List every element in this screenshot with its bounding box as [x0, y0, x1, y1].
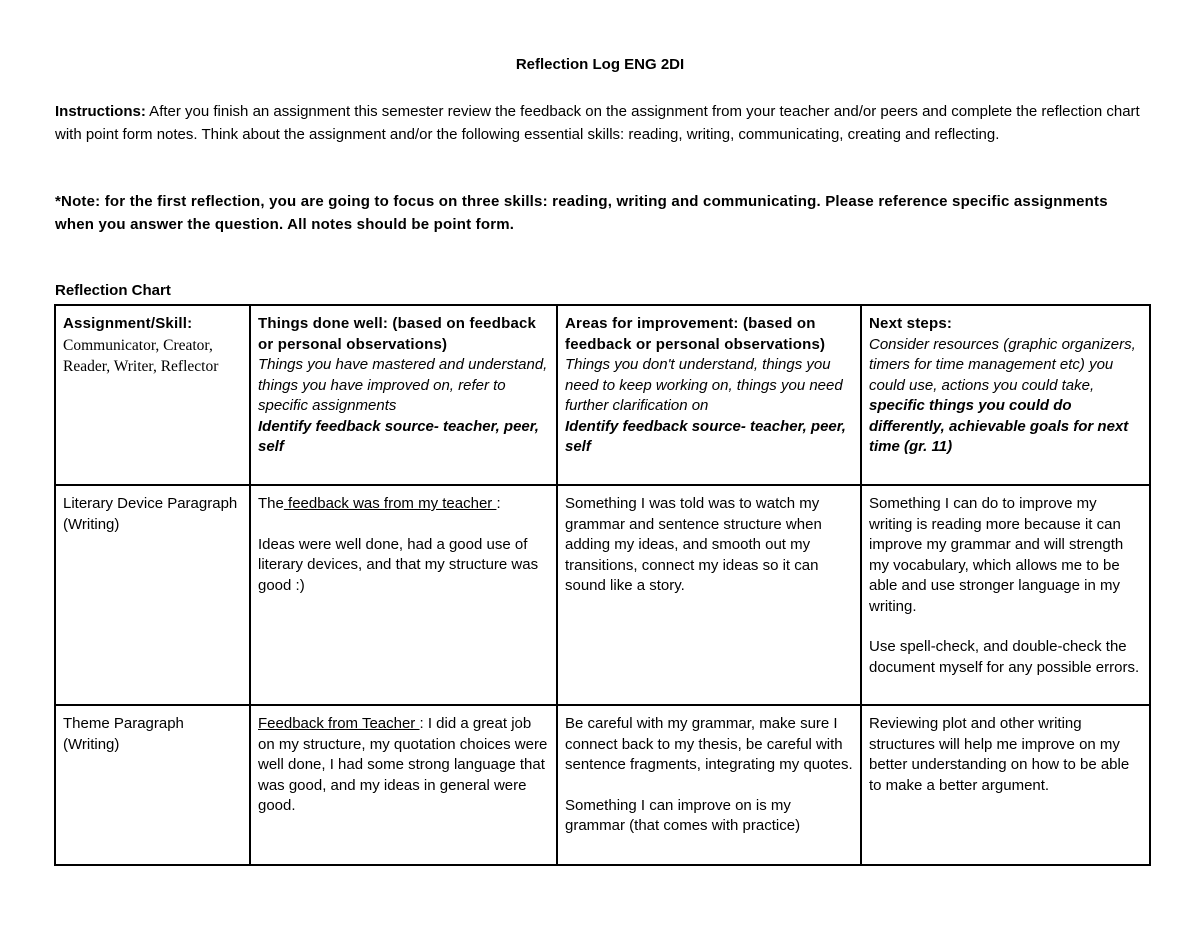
instructions-paragraph — [55, 100, 1150, 146]
done-well-source-underlined: feedback was from my teacher — [283, 495, 497, 512]
header-cell-done-well — [250, 305, 557, 485]
table-row — [55, 705, 1150, 865]
header-cell-improvement — [557, 305, 861, 485]
chart-heading: Reflection Chart — [55, 282, 171, 299]
table-row — [55, 485, 1150, 705]
header-done-well-desc: Things you have mastered and understand, things you have improved on, refer to specific assignments — [258, 356, 548, 414]
cell-skill — [55, 485, 250, 705]
instructions-label: Instructions: — [55, 103, 146, 120]
next-steps-text-2: Use spell-check, and double-check the document myself for any possible errors. — [869, 638, 1140, 676]
cell-improvement — [557, 485, 861, 705]
done-well-text: Ideas were well done, had a good use of literary devices, and that my structure was good :) — [258, 535, 539, 594]
cell-done-well — [250, 485, 557, 705]
done-well-source-suffix: : — [496, 495, 501, 512]
header-improvement-title: Areas for improvement: (based on feedback or personal observations) — [565, 315, 826, 353]
table-header-row — [55, 305, 1150, 485]
document-title: Reflection Log ENG 2DI — [515, 56, 685, 73]
header-improvement-source: Identify feedback source- teacher, peer, self — [565, 417, 846, 455]
skill-text: Theme Paragraph (Writing) — [63, 715, 184, 753]
header-skill-title: Assignment/Skill: — [63, 315, 193, 332]
cell-improvement — [557, 705, 861, 865]
header-cell-next-steps — [861, 305, 1150, 485]
done-well-prefix: The — [258, 495, 284, 512]
header-next-steps-desc: Consider resources (graphic organizers, timers for time management etc) you could use, actions you could take, — [869, 335, 1136, 394]
cell-done-well — [250, 705, 557, 865]
done-well-source-line — [258, 494, 550, 515]
improvement-text-2: Something I can improve on is my grammar (that comes with practice) — [565, 796, 801, 834]
skill-text: Literary Device Paragraph (Writing) — [63, 495, 238, 533]
header-skill-subtitle: Communicator, Creator, Reader, Writer, Reflector — [63, 336, 219, 375]
header-improvement-desc: Things you don't understand, things you need to keep working on, things you need further clarification on — [565, 356, 843, 414]
header-done-well-source: Identify feedback source- teacher, peer, self — [258, 417, 539, 455]
header-next-steps-goals: specific things you could do differently, achievable goals for next time (gr. 11) — [869, 397, 1129, 455]
cell-next-steps — [861, 705, 1150, 865]
done-well-source-underlined: Feedback from Teacher — [258, 715, 420, 732]
spacer — [258, 515, 550, 535]
spacer — [869, 617, 1143, 637]
reflection-chart-table — [54, 304, 1151, 866]
improvement-text-1: Be careful with my grammar, make sure I connect back to my thesis, be careful with sentence fragments, integrating my quotes. — [565, 715, 853, 773]
header-cell-skill — [55, 305, 250, 485]
spacer — [565, 776, 854, 796]
improvement-text: Something I was told was to watch my grammar and sentence structure when adding my ideas, and smooth out my transitions, connect my ideas so it can sound like a story. — [565, 495, 822, 594]
header-done-well-title: Things done well: (based on feedback or personal observations) — [258, 315, 537, 353]
header-next-steps-title: Next steps: — [869, 315, 953, 332]
next-steps-text-1: Something I can do to improve my writing is reading more because it can improve my grammar and will strength my vocabulary, which allows me to be able and use stronger language in my writing. — [869, 495, 1124, 615]
done-well-text — [258, 714, 550, 817]
instructions-text: After you finish an assignment this semester review the feedback on the assignment from your teacher and/or peers and complete the reflection chart with point form notes. Think about the assignment and/or the following essential skills: reading, writing, communicating, creating and reflecting. — [55, 103, 1140, 143]
cell-next-steps — [861, 485, 1150, 705]
note-paragraph: *Note: for the first reflection, you are going to focus on three skills: reading, writing and communicating. Please reference specific assignments when you answer the question. All notes should be point form. — [55, 193, 1108, 233]
done-well-source-suffix: : I did a great job on my structure, my quotation choices were well done, I had some strong language that was good, and my ideas in general were good. — [258, 715, 548, 814]
header-next-steps-body — [869, 335, 1143, 458]
cell-skill — [55, 705, 250, 865]
next-steps-text-1: Reviewing plot and other writing structures will help me improve on my better understanding on how to be able to make a better argument. — [869, 715, 1130, 794]
